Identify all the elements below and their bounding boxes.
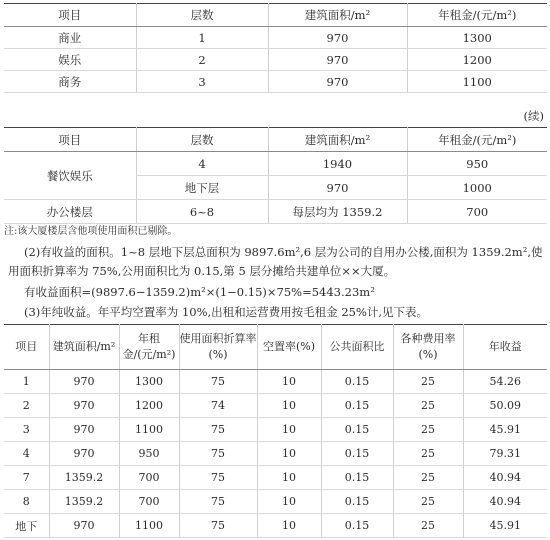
paragraph-formula: 有收益面积=(9897.6−1359.2)m²×(1−0.15)×75%=5443.23m²	[24, 285, 375, 299]
table-cell: 10	[257, 514, 321, 538]
table-note: 注:该大厦楼层含他项使用面积已剔除。	[4, 226, 178, 237]
rent-table-part1	[4, 3, 547, 93]
paragraph-income-area: (2)有收益的面积。1~8 层地下层总面积为 9897.6m²,6 层为公司的自用办公楼,面积为 1359.2m²,使用面积折算率为 75%,公用面积比为 0.15,第 5 层分摊给共建单位××大厦。	[8, 245, 543, 278]
table-cell: 40.94	[463, 490, 547, 514]
table-header-row	[4, 4, 547, 27]
continued-label: (续)	[523, 109, 544, 123]
table-cell: 1100	[119, 418, 179, 442]
table-cell: 970	[268, 176, 407, 200]
table-cell: 1359.2	[49, 490, 119, 514]
header-cell: 各种费用率(%)	[393, 325, 463, 370]
table-cell: 2	[136, 49, 268, 71]
table-cell: 4	[4, 442, 49, 466]
table-cell: 950	[407, 152, 547, 176]
table-row	[4, 71, 547, 93]
table-cell: 970	[268, 71, 407, 93]
table-cell: 700	[407, 200, 547, 224]
table-row	[4, 27, 547, 49]
header-cell: 建筑面积/m²	[268, 128, 407, 152]
table-row	[4, 49, 547, 71]
table-cell: 8	[4, 490, 49, 514]
table-cell: 74	[179, 394, 257, 418]
table-cell: 75	[179, 442, 257, 466]
table-cell: 1300	[119, 370, 179, 394]
header-cell: 公共面积比	[321, 325, 393, 370]
table-cell: 0.15	[321, 466, 393, 490]
table-cell: 970	[49, 418, 119, 442]
table-cell: 1100	[407, 71, 547, 93]
header-cell: 年收益	[463, 325, 547, 370]
table-cell: 1940	[268, 152, 407, 176]
table-row	[4, 370, 547, 394]
table-cell: 7	[4, 466, 49, 490]
table-cell: 1100	[119, 514, 179, 538]
table-cell: 75	[179, 370, 257, 394]
table-cell: 50.09	[463, 394, 547, 418]
table-row	[4, 466, 547, 490]
table-cell: 1200	[119, 394, 179, 418]
header-cell: 年租金/(元/m²)	[119, 325, 179, 370]
table-row	[4, 490, 547, 514]
table-cell: 25	[393, 442, 463, 466]
table-cell: 25	[393, 490, 463, 514]
table-cell: 3	[136, 71, 268, 93]
header-cell: 空置率(%)	[257, 325, 321, 370]
table-cell: 45.91	[463, 418, 547, 442]
table-cell: 10	[257, 370, 321, 394]
net-income-table	[4, 324, 547, 538]
table-cell: 地下	[4, 514, 49, 538]
table-cell: 0.15	[321, 370, 393, 394]
header-cell: 年租金/(元/m²)	[407, 4, 547, 27]
table-cell: 6~8	[136, 200, 268, 224]
table-cell: 79.31	[463, 442, 547, 466]
header-cell: 项目	[4, 325, 49, 370]
table-cell: 娱乐	[4, 49, 136, 71]
table-cell: 地下层	[136, 176, 268, 200]
header-cell: 层数	[136, 128, 268, 152]
table-cell: 3	[4, 418, 49, 442]
table-cell: 970	[268, 27, 407, 49]
table-cell: 0.15	[321, 490, 393, 514]
table-cell: 1	[4, 370, 49, 394]
table-cell: 每层均为 1359.2	[268, 200, 407, 224]
table-cell: 0.15	[321, 418, 393, 442]
table-cell: 10	[257, 466, 321, 490]
table-cell: 970	[49, 514, 119, 538]
table-cell: 25	[393, 466, 463, 490]
table-cell: 1000	[407, 176, 547, 200]
table-cell: 4	[136, 152, 268, 176]
table-cell: 75	[179, 418, 257, 442]
table-cell: 25	[393, 514, 463, 538]
table-row	[4, 514, 547, 538]
header-cell: 项目	[4, 128, 136, 152]
table-cell: 75	[179, 466, 257, 490]
table-cell: 54.26	[463, 370, 547, 394]
table-cell: 25	[393, 418, 463, 442]
table-cell: 0.15	[321, 442, 393, 466]
table-cell: 45.91	[463, 514, 547, 538]
header-cell: 使用面积折算率(%)	[179, 325, 257, 370]
table-cell: 商务	[4, 71, 136, 93]
table-cell: 10	[257, 490, 321, 514]
paragraph-net-income: (3)年纯收益。年平均空置率为 10%,出租和运营费用按毛租金 25%计,见下表。	[24, 305, 429, 319]
table-cell: 970	[268, 49, 407, 71]
group-label-cell: 餐饮娱乐	[4, 152, 136, 200]
table-cell: 970	[49, 394, 119, 418]
table-row	[4, 418, 547, 442]
table-row	[4, 152, 547, 176]
table-cell: 970	[49, 442, 119, 466]
table-cell: 75	[179, 514, 257, 538]
table-row	[4, 200, 547, 224]
table-header-row	[4, 128, 547, 152]
table-cell: 25	[393, 370, 463, 394]
header-cell: 建筑面积/m²	[268, 4, 407, 27]
table-cell: 1200	[407, 49, 547, 71]
table-cell: 970	[49, 370, 119, 394]
table-cell: 40.94	[463, 466, 547, 490]
header-cell: 项目	[4, 4, 136, 27]
table-cell: 700	[119, 466, 179, 490]
table-cell: 1300	[407, 27, 547, 49]
table-cell: 1359.2	[49, 466, 119, 490]
table-cell: 1	[136, 27, 268, 49]
header-cell: 层数	[136, 4, 268, 27]
table-header-row	[4, 325, 547, 370]
table-cell: 商业	[4, 27, 136, 49]
table-cell: 办公楼层	[4, 200, 136, 224]
table-cell: 2	[4, 394, 49, 418]
table-row	[4, 394, 547, 418]
table-cell: 950	[119, 442, 179, 466]
table-cell: 10	[257, 442, 321, 466]
table-cell: 75	[179, 490, 257, 514]
table-cell: 700	[119, 490, 179, 514]
table-cell: 0.15	[321, 514, 393, 538]
table-cell: 0.15	[321, 394, 393, 418]
table-cell: 10	[257, 394, 321, 418]
table-cell: 10	[257, 418, 321, 442]
table-cell: 25	[393, 394, 463, 418]
header-cell: 年租金/(元/m²)	[407, 128, 547, 152]
rent-table-part2	[4, 127, 547, 224]
header-cell: 建筑面积/m²	[49, 325, 119, 370]
table-row	[4, 442, 547, 466]
